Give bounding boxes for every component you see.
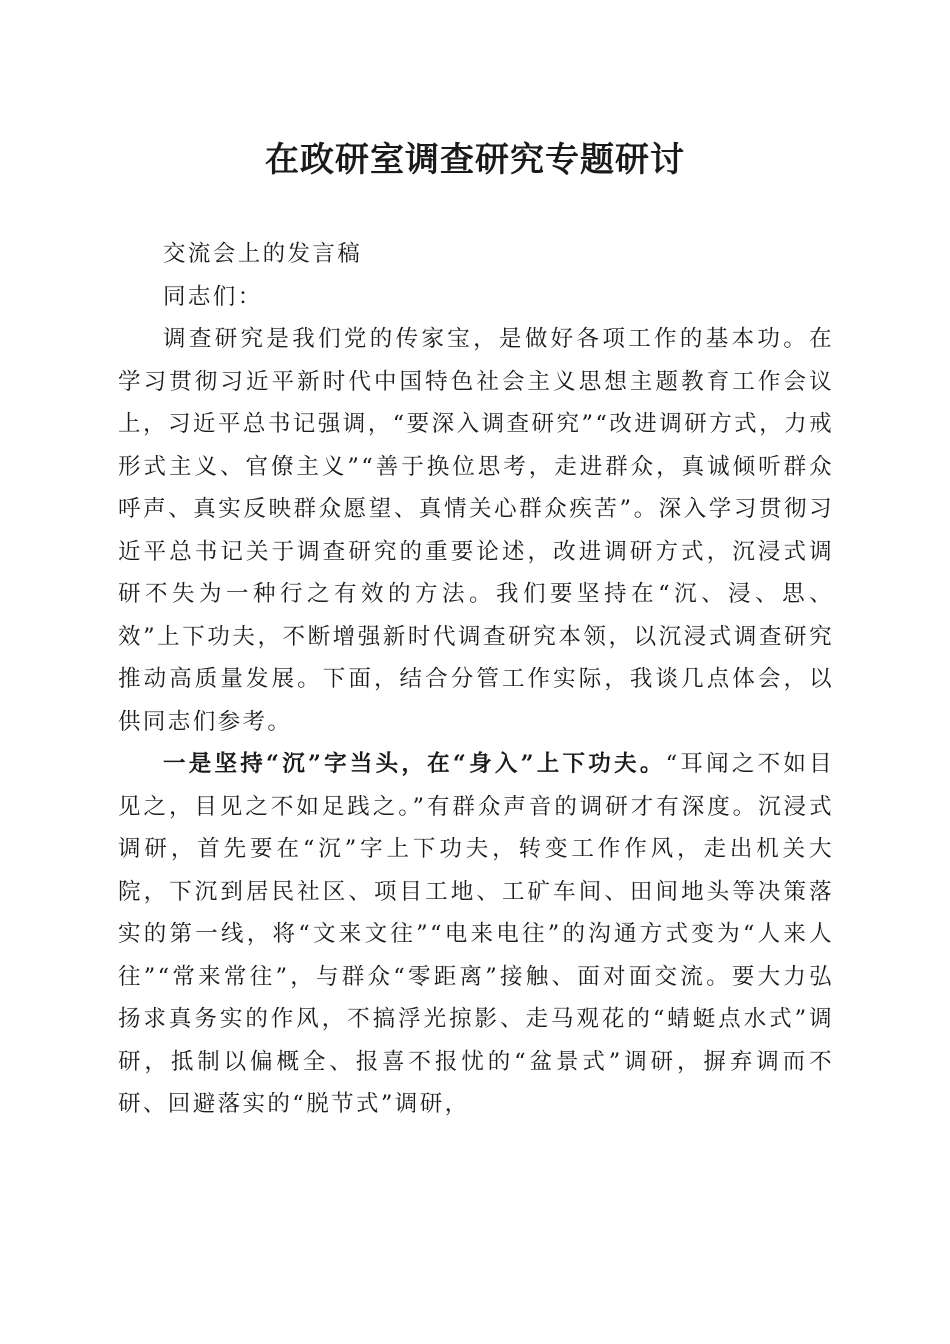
paragraph-point-one: [118, 743, 834, 1126]
paragraph-intro: 调查研究是我们党的传家宝，是做好各项工作的基本功。在学习贯彻习近平新时代中国特色社会主义思想主题教育工作会议上，习近平总书记强调，“要深入调查研究”“改进调研方式，力戒形式主义、官僚主义”“善于换位思考，走进群众，真诚倾听群众呼声、真实反映群众愿望、真情关心群众疾苦”。深入学习贯彻习近平总书记关于调查研究的重要论述，改进调研方式，沉浸式调研不失为一种行之有效的方法。我们要坚持在“沉、浸、思、效”上下功夫，不断增强新时代调查研究本领，以沉浸式调查研究推动高质量发展。下面，结合分管工作实际，我谈几点体会，以供同志们参考。: [118, 326, 834, 735]
document-title: 在政研室调查研究专题研讨: [265, 140, 685, 180]
paragraph-point-one-body: “耳闻之不如目见之，目见之不如足践之。”有群众声音的调研才有深度。沉浸式调研，首先要在“沉”字上下功夫，转变工作作风，走出机关大院，下沉到居民社区、项目工地、工矿车间、田间地头等决策落实的第一线，将“文来文往”“电来电往”的沟通方式变为“人来人往”“常来常往”，与群众“零距离”接触、面对面交流。要大力弘扬求真务实的作风，不搞浮光掠影、走马观花的“蜻蜓点水式”调研，抵制以偏概全、报喜不报忧的“盆景式”调研，摒弃调而不研、回避落实的“脱节式”调研，: [118, 751, 834, 1117]
document-body: [118, 233, 834, 1126]
salutation: 同志们：: [163, 283, 263, 310]
paragraph-point-one-lead: 一是坚持“沉”字当头，在“身入”上下功夫。: [163, 751, 666, 777]
document-subtitle: 交流会上的发言稿: [163, 241, 363, 267]
